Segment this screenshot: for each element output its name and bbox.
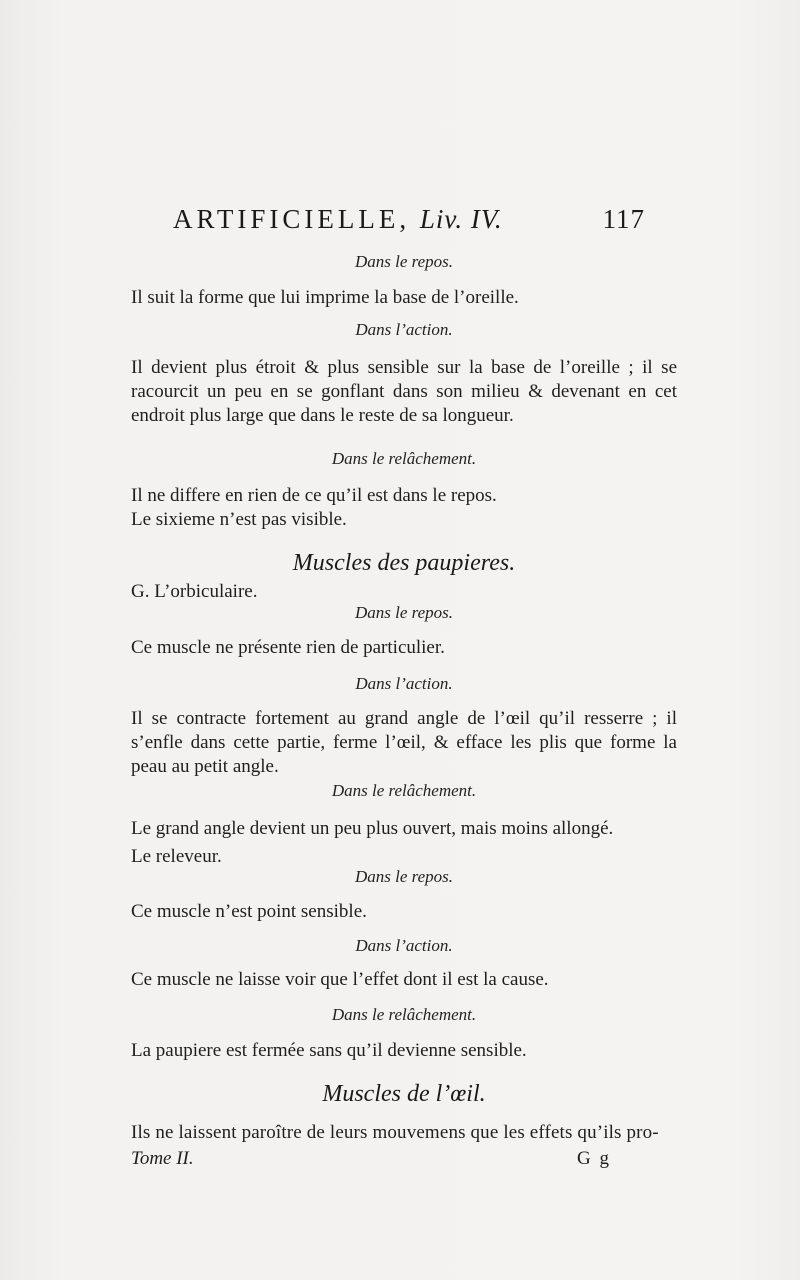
- page-number: 117: [602, 204, 645, 234]
- subheading-italic: Dans l’action.: [355, 674, 453, 693]
- paragraph: Le sixieme n’est pas visible.: [131, 509, 347, 530]
- subheading-italic: Dans le repos.: [354, 603, 454, 622]
- subheading-italic: Dans l’action.: [355, 936, 453, 955]
- paragraph: La paupiere est fermée sans qu’il devienne sensible.: [131, 1040, 527, 1061]
- subheading-italic: Dans le repos.: [354, 252, 454, 271]
- subheading-italic: Dans l’action.: [355, 320, 453, 339]
- header-book: Liv. IV.: [419, 204, 503, 234]
- paragraph: Il suit la forme que lui imprime la base de l’oreille.: [131, 287, 519, 308]
- footer-tome: Tome II.: [131, 1148, 194, 1169]
- section-heading: Muscles des paupieres.: [292, 550, 516, 576]
- paragraph: Ce muscle ne laisse voir que l’effet dont il est la cause.: [131, 969, 549, 990]
- paragraph: Ce muscle n’est point sensible.: [131, 901, 367, 922]
- paragraph: Ils ne laissent paroître de leurs mouvemens que les effets qu’ils pro-: [131, 1122, 659, 1143]
- subheading-italic: Dans le relâchement.: [331, 449, 477, 468]
- section-heading: Muscles de l’œil.: [322, 1081, 486, 1107]
- paragraph: Il ne differe en rien de ce qu’il est dans le repos.: [131, 485, 497, 506]
- paragraph: Ce muscle ne présente rien de particulier.: [131, 637, 445, 658]
- signature-mark: G g: [577, 1148, 611, 1169]
- page-footer: [131, 1148, 611, 1170]
- paragraph: Il se contracte fortement au grand angle de l’œil qu’il resserre ; il s’enfle dans cette partie, ferme l’œil, & efface les plis que forme la peau au petit angle.: [131, 708, 677, 777]
- header-title: ARTIFICIELLE,: [173, 204, 411, 234]
- running-header: [173, 204, 645, 235]
- subheading-italic: Dans le relâchement.: [331, 781, 477, 800]
- paragraph: Le releveur.: [131, 846, 222, 867]
- paragraph: Le grand angle devient un peu plus ouvert, mais moins allongé.: [131, 818, 614, 839]
- subheading-italic: Dans le relâchement.: [331, 1005, 477, 1024]
- subheading-italic: Dans le repos.: [354, 867, 454, 886]
- paragraph: G. L’orbiculaire.: [131, 581, 258, 602]
- paragraph: Il devient plus étroit & plus sensible sur la base de l’oreille ; il se racourcit un peu en se gonflant dans son milieu & devenant en cet endroit plus large que dans le reste de sa longueur.: [131, 357, 677, 426]
